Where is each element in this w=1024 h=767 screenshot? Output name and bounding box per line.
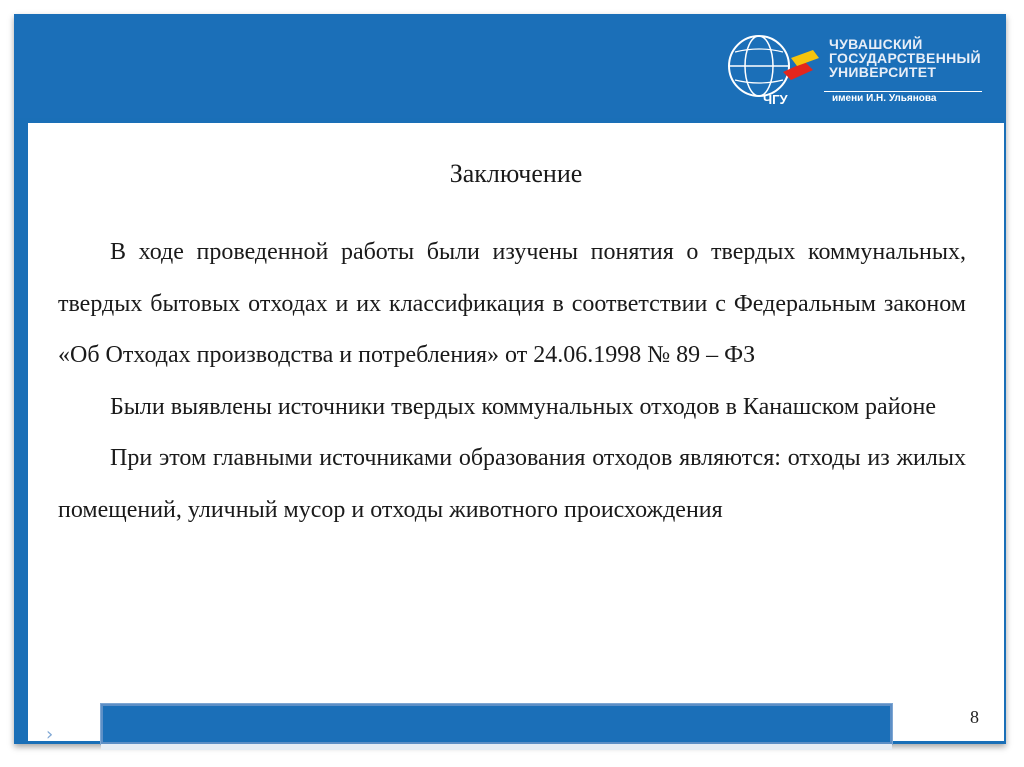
logo-emblem-text: ЧГУ: [763, 92, 788, 107]
footer-bar: [101, 704, 892, 744]
body-text: [58, 227, 966, 536]
page-title: Заключение: [449, 159, 583, 188]
content-card: [28, 123, 1004, 741]
footer-strip: [101, 744, 892, 750]
page-number: 8: [970, 707, 979, 727]
university-name: [829, 37, 981, 79]
paragraph: В ходе проведенной работы были изучены понятия о твердых коммунальных, твердых бытовых отходах и их классификация в соответствии с Федеральным законом «Об Отходах производства и потребления» от 24.06.1998 № 89 – ФЗ: [58, 239, 966, 368]
university-name-line: УНИВЕРСИТЕТ: [829, 64, 937, 80]
header-band: [14, 14, 1006, 118]
chevron-right-icon: ›: [46, 724, 54, 745]
paragraph: Были выявлены источники твердых коммунальных отходов в Канашском районе: [110, 393, 937, 420]
university-name-line: ГОСУДАРСТВЕННЫЙ: [829, 50, 981, 66]
university-name-line: ЧУВАШСКИЙ: [829, 36, 923, 52]
university-subtitle: имени И.Н. Ульянова: [824, 91, 982, 106]
slide-frame: [14, 14, 1006, 744]
paragraph: При этом главными источниками образования отходов являются: отходы из жилых помещений, уличный мусор и отходы животного происхождения: [58, 445, 966, 523]
globe-emblem-icon: [721, 28, 821, 108]
university-logo: [721, 28, 991, 108]
